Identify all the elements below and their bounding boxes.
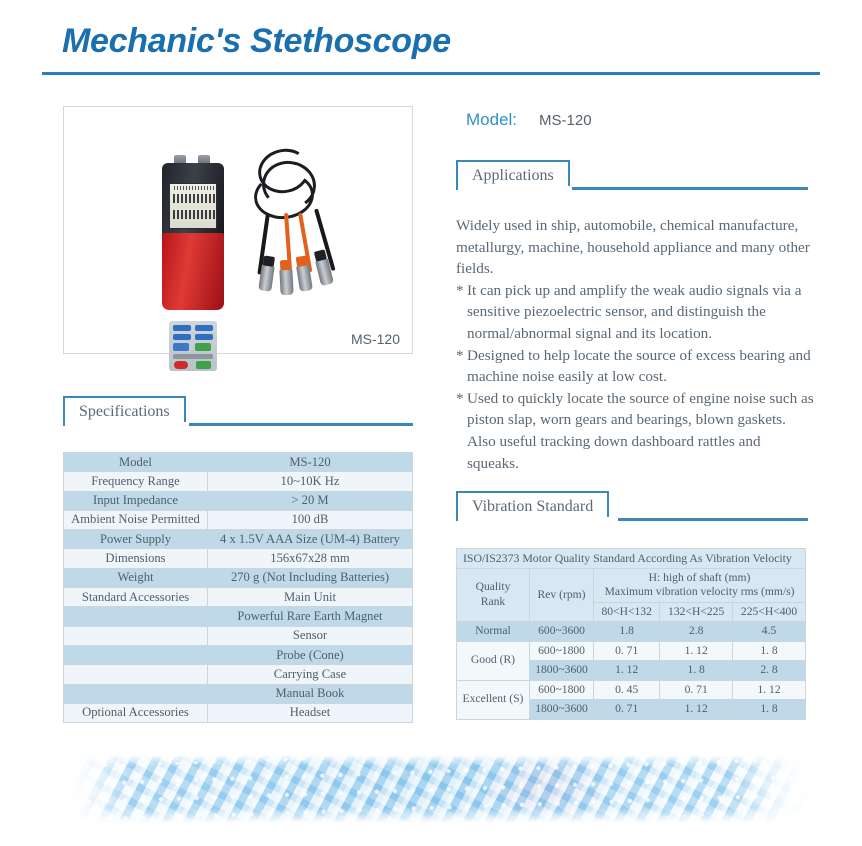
spec-value: Manual Book xyxy=(208,684,413,703)
spec-row xyxy=(64,645,413,664)
spec-row xyxy=(64,510,413,529)
cable-illustration xyxy=(240,147,370,317)
keypad-power-button xyxy=(174,361,188,369)
spec-value: Main Unit xyxy=(208,588,413,607)
vib-table-title: ISO/IS2373 Motor Quality Standard According As Vibration Velocity xyxy=(457,549,806,569)
display-header-text xyxy=(174,186,214,190)
keypad-button xyxy=(195,334,213,340)
keypad-strip xyxy=(173,354,213,359)
spec-row xyxy=(64,453,413,472)
display-bar-row-2 xyxy=(173,210,215,219)
section-tab-label-vibration: Vibration Standard xyxy=(456,491,609,521)
model-line xyxy=(466,110,592,130)
vib-value-cell: 1. 12 xyxy=(660,700,733,719)
page-title: Mechanic's Stethoscope xyxy=(62,22,451,60)
spec-row xyxy=(64,665,413,684)
vib-shaft-range: 80<H<132 xyxy=(594,602,660,621)
cable-connector xyxy=(258,264,274,292)
vib-rev-cell: 600~1800 xyxy=(529,680,593,699)
vib-header-row xyxy=(457,568,806,602)
vib-data-row xyxy=(457,641,806,660)
connector-boot xyxy=(263,255,275,266)
vib-value-cell: 1.8 xyxy=(594,622,660,641)
keypad-button xyxy=(173,325,191,331)
spec-value: > 20 M xyxy=(208,491,413,510)
vibration-standard-table-body xyxy=(457,549,806,720)
keypad-button xyxy=(173,334,191,340)
keypad-button xyxy=(195,325,213,331)
device-keypad xyxy=(169,321,217,371)
device-top-housing xyxy=(162,163,224,241)
spec-key xyxy=(64,665,208,684)
vib-rank-cell: Normal xyxy=(457,622,530,641)
section-tab-label-applications: Applications xyxy=(456,160,570,190)
connector-boot xyxy=(296,255,308,267)
spec-key xyxy=(64,684,208,703)
vib-value-cell: 0. 71 xyxy=(660,680,733,699)
spec-key xyxy=(64,645,208,664)
photo-caption: MS-120 xyxy=(350,331,400,347)
spec-key: Standard Accessories xyxy=(64,588,208,607)
vib-value-cell: 1. 8 xyxy=(733,700,806,719)
connector-boot xyxy=(314,249,327,261)
vib-rank-cell: Good (R) xyxy=(457,641,530,680)
specifications-table-body xyxy=(64,453,413,723)
vib-col-rev: Rev (rpm) xyxy=(529,568,593,621)
applications-body xyxy=(456,215,816,474)
vib-data-row xyxy=(457,622,806,641)
display-bar-row-1 xyxy=(173,194,215,203)
vib-value-cell: 0. 71 xyxy=(594,700,660,719)
spec-row xyxy=(64,549,413,568)
vib-rev-cell: 600~3600 xyxy=(529,622,593,641)
vib-value-cell: 1. 12 xyxy=(660,641,733,660)
vib-col-group: H: high of shaft (mm) Maximum vibration velocity rms (mm/s) xyxy=(594,568,806,602)
footer-edge-fade xyxy=(62,755,818,823)
spec-row xyxy=(64,472,413,491)
spec-row xyxy=(64,703,413,722)
vib-rev-cell: 600~1800 xyxy=(529,641,593,660)
vibration-standard-table xyxy=(456,548,806,720)
applications-bullet: * It can pick up and amplify the weak audio signals via a sensitive piezoelectric sensor, and distinguish the normal/abnormal signal and its location. xyxy=(456,280,816,345)
section-header-specifications xyxy=(63,396,413,430)
vib-shaft-range: 225<H<400 xyxy=(733,602,806,621)
spec-value: 100 dB xyxy=(208,510,413,529)
specifications-table xyxy=(63,452,413,723)
keypad-button xyxy=(196,361,211,369)
vib-value-cell: 1. 8 xyxy=(660,661,733,680)
section-tab-label-specifications: Specifications xyxy=(63,396,186,426)
vib-data-row xyxy=(457,680,806,699)
vib-value-cell: 0. 45 xyxy=(594,680,660,699)
keypad-button xyxy=(195,343,211,351)
spec-key: Dimensions xyxy=(64,549,208,568)
spec-value: Carrying Case xyxy=(208,665,413,684)
keypad-button xyxy=(173,343,189,351)
vib-value-cell: 1. 8 xyxy=(733,641,806,660)
spec-key: Model xyxy=(64,453,208,472)
cable-connector xyxy=(279,269,293,296)
spec-row xyxy=(64,588,413,607)
applications-bullet: * Used to quickly locate the source of engine noise such as piston slap, worn gears and bearings, blown gaskets. Also useful tracking down dashboard rattles and squeaks. xyxy=(456,388,816,474)
device-display xyxy=(169,183,217,229)
spec-value: 156x67x28 mm xyxy=(208,549,413,568)
footer-banner-image xyxy=(62,755,818,823)
device-model-label: MS-120 xyxy=(184,373,202,379)
title-divider xyxy=(42,72,820,75)
spec-value: 10~10K Hz xyxy=(208,472,413,491)
spec-value: 270 g (Not Including Batteries) xyxy=(208,568,413,587)
tab-bottom-gap xyxy=(65,422,189,426)
spec-key xyxy=(64,607,208,626)
vib-rev-cell: 1800~3600 xyxy=(529,700,593,719)
tab-bottom-gap xyxy=(458,186,572,190)
spec-value: Powerful Rare Earth Magnet xyxy=(208,607,413,626)
spec-row xyxy=(64,684,413,703)
spec-key: Ambient Noise Permitted xyxy=(64,510,208,529)
section-header-vibration xyxy=(456,491,808,525)
section-header-applications xyxy=(456,160,808,194)
spec-value: 4 x 1.5V AAA Size (UM-4) Battery xyxy=(208,530,413,549)
model-value: MS-120 xyxy=(539,112,592,129)
spec-key: Power Supply xyxy=(64,530,208,549)
vib-value-cell: 0. 71 xyxy=(594,641,660,660)
vib-value-cell: 2.8 xyxy=(660,622,733,641)
spec-value: Sensor xyxy=(208,626,413,645)
vib-value-cell: 1. 12 xyxy=(594,661,660,680)
vib-value-cell: 1. 12 xyxy=(733,680,806,699)
spec-value: Probe (Cone) xyxy=(208,645,413,664)
spec-value: MS-120 xyxy=(208,453,413,472)
tab-bottom-gap xyxy=(458,517,618,521)
applications-intro: Widely used in ship, automobile, chemical manufacture, metallurgy, machine, household appliance and many other fields. xyxy=(456,217,810,278)
vib-value-cell: 2. 8 xyxy=(733,661,806,680)
vib-rev-cell: 1800~3600 xyxy=(529,661,593,680)
connector-boot xyxy=(280,260,292,271)
spec-row xyxy=(64,491,413,510)
vib-rank-cell: Excellent (S) xyxy=(457,680,530,719)
spec-row xyxy=(64,568,413,587)
vib-shaft-range: 132<H<225 xyxy=(660,602,733,621)
vib-col-quality-rank: Quality Rank xyxy=(457,568,530,621)
applications-bullet: * Designed to help locate the source of excess bearing and machine noise easily at low cost. xyxy=(456,345,816,388)
device-illustration xyxy=(162,155,224,379)
vib-value-cell: 4.5 xyxy=(733,622,806,641)
vib-title-row xyxy=(457,549,806,569)
spec-key: Frequency Range xyxy=(64,472,208,491)
model-label: Model: xyxy=(466,110,518,129)
product-photo xyxy=(63,106,413,379)
spec-key xyxy=(64,626,208,645)
spec-row xyxy=(64,607,413,626)
spec-key: Optional Accessories xyxy=(64,703,208,722)
spec-row xyxy=(64,530,413,549)
spec-row xyxy=(64,626,413,645)
spec-key: Input Impedance xyxy=(64,491,208,510)
spec-value: Headset xyxy=(208,703,413,722)
spec-key: Weight xyxy=(64,568,208,587)
device-bottom-housing xyxy=(162,233,224,379)
